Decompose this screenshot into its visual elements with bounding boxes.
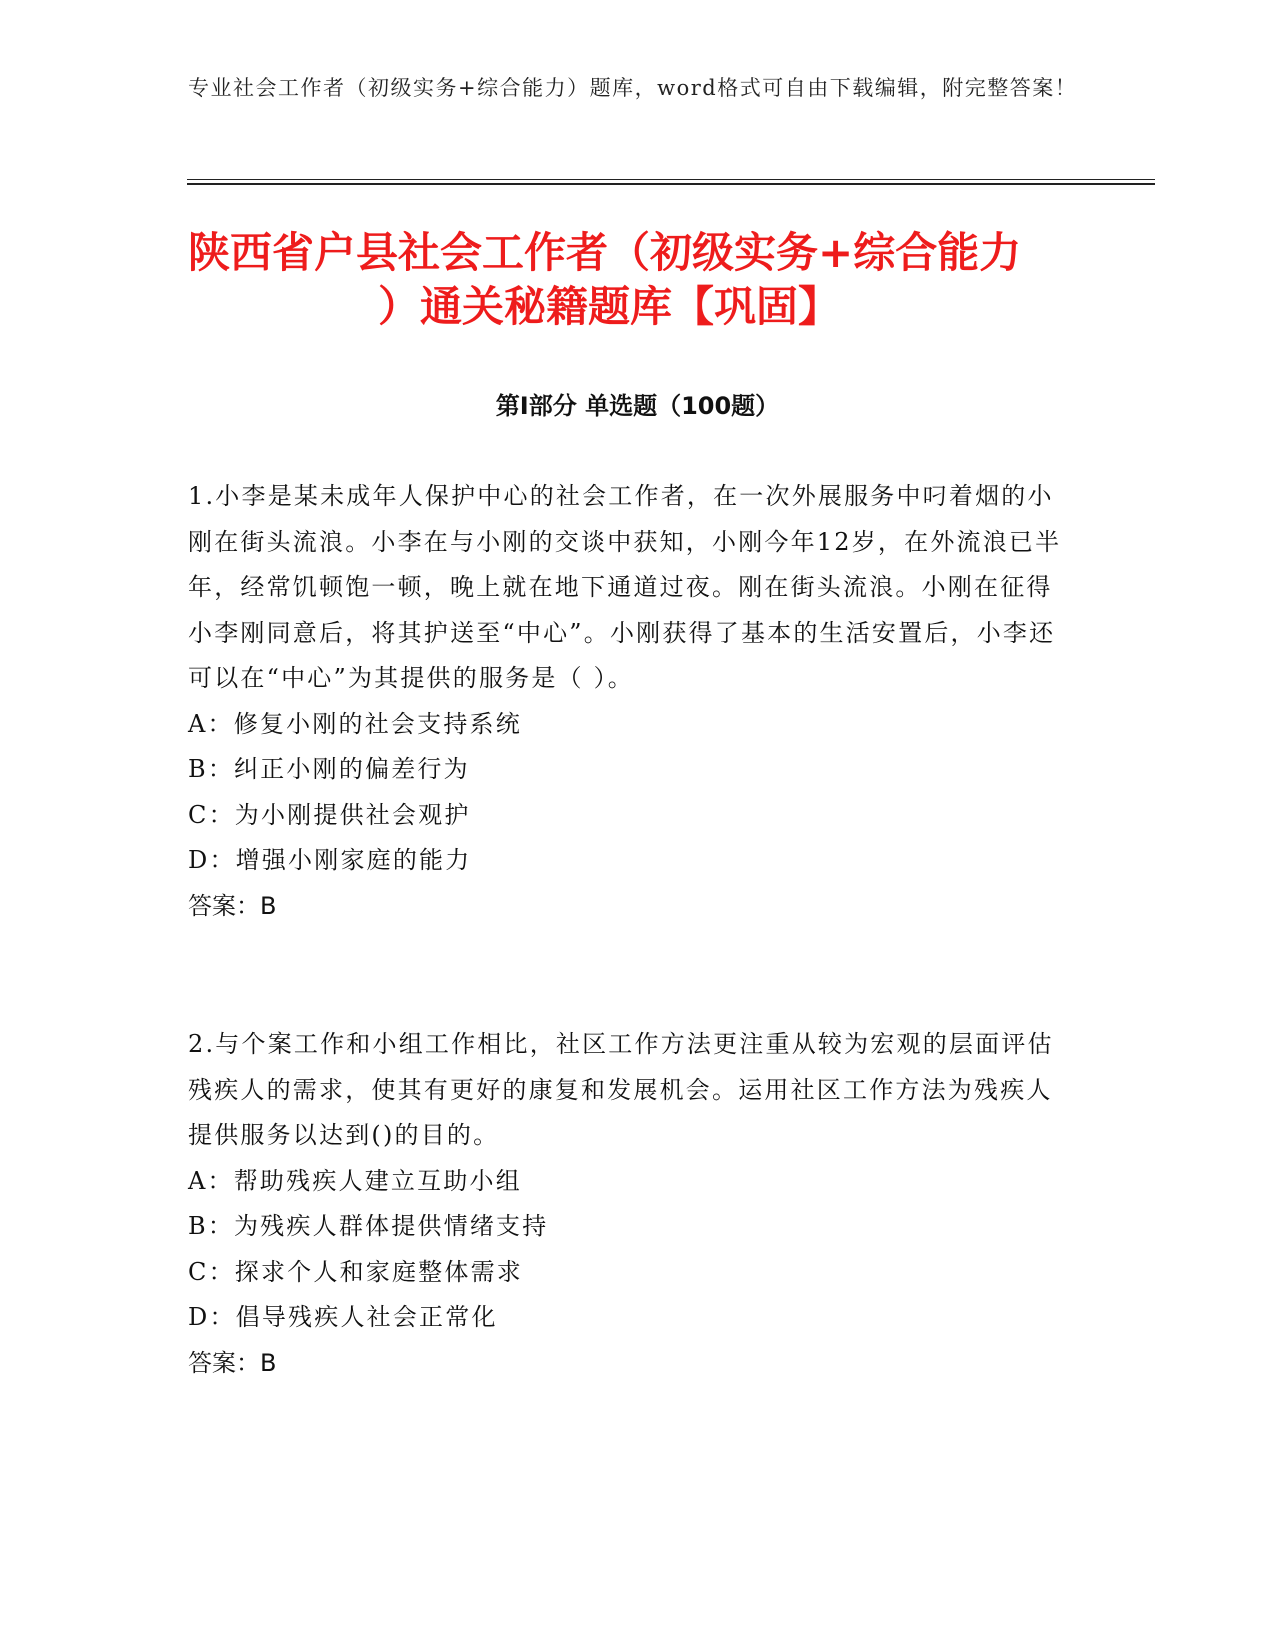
section-title: 第Ⅰ部分 单选题（100题） [495, 392, 780, 420]
answer-line: 答案：B [188, 891, 277, 920]
header-divider-thin [187, 179, 1155, 180]
question-stem: 1.小李是某未成年人保护中心的社会工作者，在一次外展服务中叼着烟的小刚在街头流浪。小李在与小刚的交谈中获知，小刚今年12岁，在外流浪已半年，经常饥顿饱一顿，晚上就在地下通道过夜。刚在街头流浪。小刚在征得小李刚同意后，将其护送至“中心”。小刚获得了基本的生活安置后，小李还可以在“中心”为其提供的服务是（ ）。 [188, 482, 1062, 692]
option-c: C：探求个人和家庭整体需求 [188, 1257, 523, 1286]
option-b: B：纠正小刚的偏差行为 [188, 755, 470, 783]
title-line-1: 陕西省户县社会工作者（初级实务+综合能力 [188, 228, 1022, 277]
answer-line: 答案：B [188, 1348, 277, 1377]
title-line-2: ）通关秘籍题库【巩固】 [378, 282, 841, 331]
header-divider-thick [187, 183, 1155, 185]
question-2 [188, 1022, 1068, 1386]
option-c: C：为小刚提供社会观护 [188, 800, 471, 829]
option-a: A：修复小刚的社会支持系统 [188, 709, 522, 738]
document-title [188, 226, 1088, 334]
option-b: B：为残疾人群体提供情绪支持 [188, 1212, 549, 1240]
header-note: 专业社会工作者（初级实务+综合能力）题库，word格式可自由下载编辑，附完整答案！ [188, 76, 1078, 100]
question-stem: 2.与个案工作和小组工作相比，社区工作方法更注重从较为宏观的层面评估残疾人的需求，使其有更好的康复和发展机会。运用社区工作方法为残疾人提供服务以达到()的目的。 [188, 1030, 1054, 1149]
question-1 [188, 474, 1068, 929]
option-d: D：增强小刚家庭的能力 [188, 846, 472, 874]
option-a: A：帮助残疾人建立互助小组 [188, 1166, 522, 1195]
option-d: D：倡导残疾人社会正常化 [188, 1303, 498, 1331]
